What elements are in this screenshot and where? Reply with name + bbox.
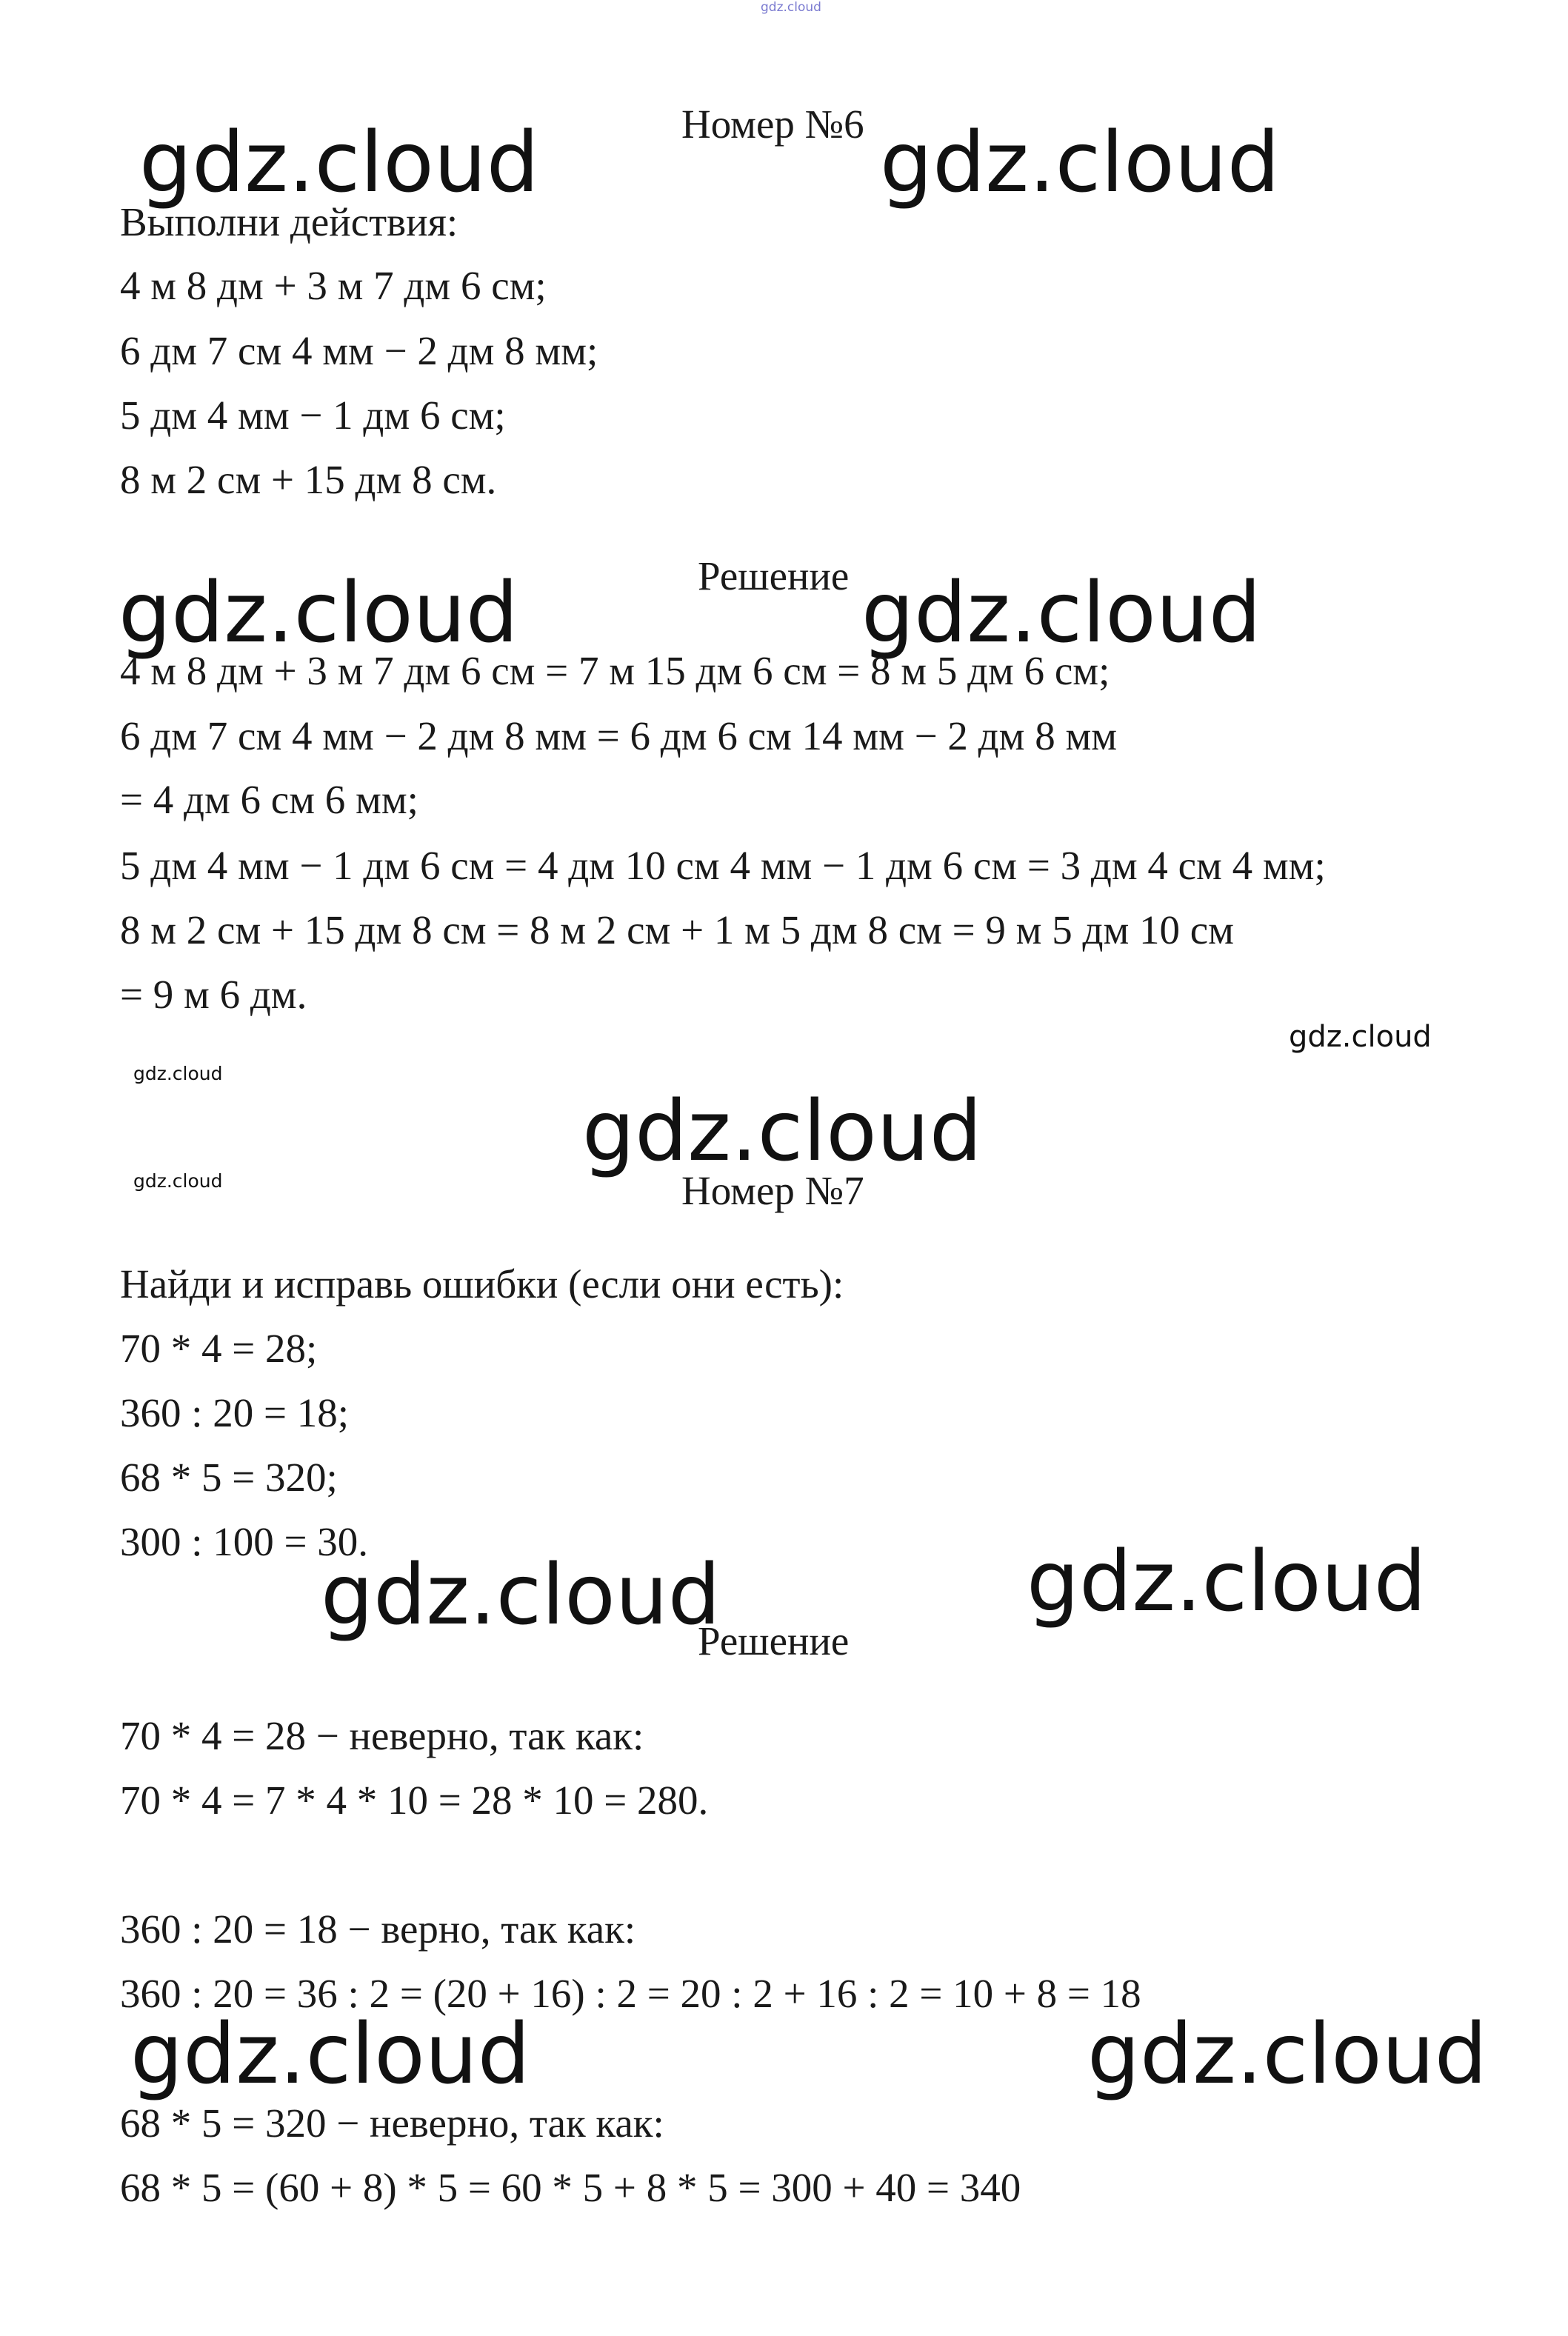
watermark-top: gdz.cloud: [761, 0, 821, 15]
task6-item: 4 м 8 дм + 3 м 7 дм 6 см;: [120, 263, 547, 308]
task6-solution-line: = 4 дм 6 см 6 мм;: [120, 777, 418, 822]
task6-heading: Номер №6: [681, 101, 864, 147]
task6-solution-line: 5 дм 4 мм − 1 дм 6 см = 4 дм 10 см 4 мм − 1 дм 6 см = 3 дм 4 см 4 мм;: [120, 843, 1326, 888]
watermark: gdz.cloud: [130, 2006, 530, 2103]
watermark: gdz.cloud: [139, 115, 539, 211]
watermark: gdz.cloud: [861, 565, 1261, 661]
watermark: gdz.cloud: [1289, 1020, 1432, 1054]
task7-item: 300 : 100 = 30.: [120, 1519, 369, 1564]
task6-item: 6 дм 7 см 4 мм − 2 дм 8 мм;: [120, 328, 598, 373]
watermark: gdz.cloud: [133, 1063, 223, 1084]
task6-item: 8 м 2 см + 15 дм 8 см.: [120, 457, 497, 502]
task7-prompt: Найди и исправь ошибки (если они есть):: [120, 1261, 844, 1307]
watermark: gdz.cloud: [119, 565, 518, 661]
task7-solution-heading: Решение: [698, 1618, 850, 1663]
task7-solution-line: 70 * 4 = 7 * 4 * 10 = 28 * 10 = 280.: [120, 1778, 709, 1823]
task7-solution-line: 68 * 5 = (60 + 8) * 5 = 60 * 5 + 8 * 5 = 300 + 40 = 340: [120, 2165, 1021, 2210]
task7-solution-line: 68 * 5 = 320 − неверно, так как:: [120, 2100, 664, 2146]
task6-solution-line: 8 м 2 см + 15 дм 8 см = 8 м 2 см + 1 м 5 дм 8 см = 9 м 5 дм 10 см: [120, 907, 1234, 952]
task7-heading: Номер №7: [681, 1168, 864, 1213]
task6-solution-line: = 9 м 6 дм.: [120, 972, 307, 1017]
task6-prompt: Выполни действия:: [120, 199, 458, 244]
task6-solution-line: 6 дм 7 см 4 мм − 2 дм 8 мм = 6 дм 6 см 14 мм − 2 дм 8 мм: [120, 713, 1118, 758]
watermark: gdz.cloud: [1027, 1534, 1427, 1630]
task7-item: 360 : 20 = 18;: [120, 1390, 350, 1435]
task6-item: 5 дм 4 мм − 1 дм 6 см;: [120, 393, 506, 438]
task6-solution-heading: Решение: [698, 553, 850, 598]
watermark: gdz.cloud: [880, 115, 1280, 211]
task7-item: 70 * 4 = 28;: [120, 1326, 318, 1371]
watermark: gdz.cloud: [321, 1547, 721, 1643]
watermark: gdz.cloud: [133, 1170, 223, 1192]
watermark: gdz.cloud: [1087, 2006, 1487, 2103]
task6-solution-line: 4 м 8 дм + 3 м 7 дм 6 см = 7 м 15 дм 6 см = 8 м 5 дм 6 см;: [120, 648, 1110, 693]
task7-solution-line: 360 : 20 = 18 − верно, так как:: [120, 1906, 636, 1952]
task7-item: 68 * 5 = 320;: [120, 1455, 338, 1500]
task7-solution-line: 360 : 20 = 36 : 2 = (20 + 16) : 2 = 20 : 2 + 16 : 2 = 10 + 8 = 18: [120, 1971, 1141, 2016]
watermark: gdz.cloud: [582, 1084, 982, 1180]
task7-solution-line: 70 * 4 = 28 − неверно, так как:: [120, 1713, 644, 1758]
